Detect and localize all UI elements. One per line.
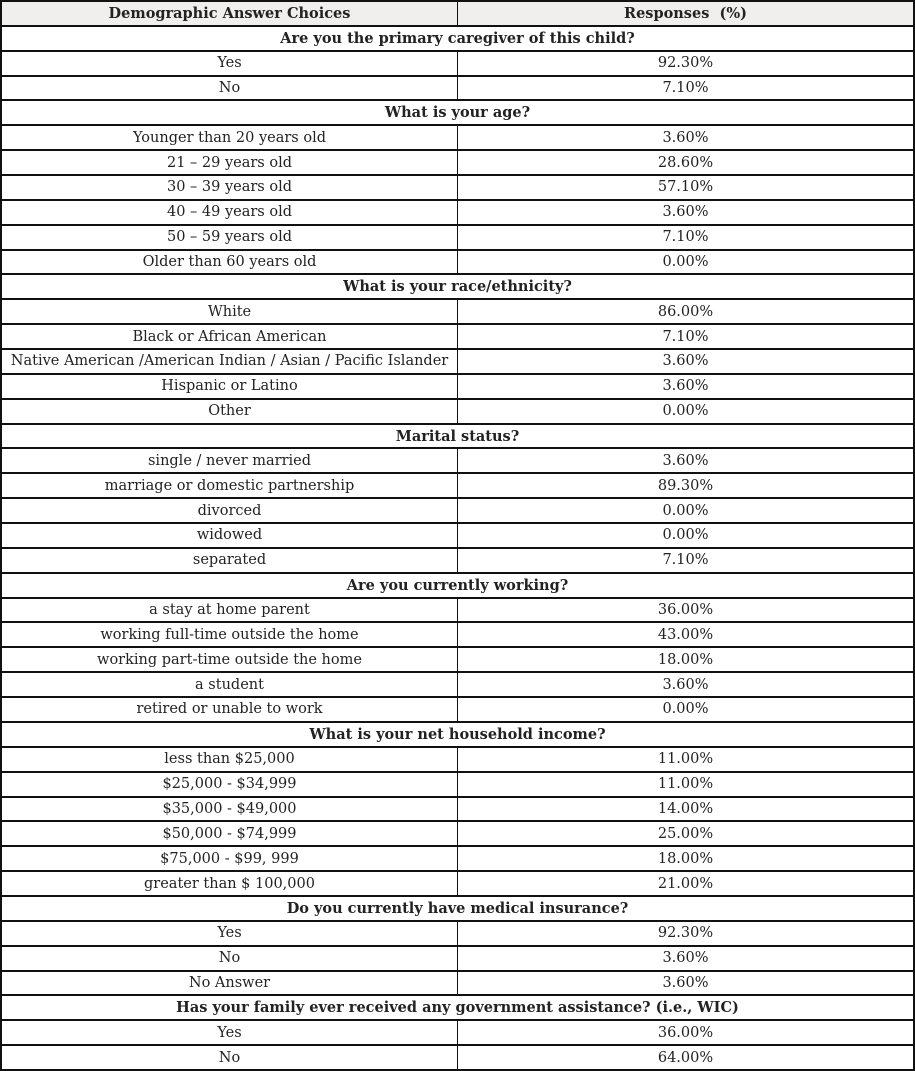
table-row bbox=[1, 846, 914, 871]
answer-choice-cell: No bbox=[1, 1045, 458, 1070]
response-value-cell: 3.60% bbox=[458, 349, 915, 374]
table-row bbox=[1, 1045, 914, 1070]
section-question: Are you the primary caregiver of this child? bbox=[1, 26, 914, 51]
table-row bbox=[1, 324, 914, 349]
table-row bbox=[1, 797, 914, 822]
response-value-cell: 7.10% bbox=[458, 76, 915, 101]
response-value-cell: 3.60% bbox=[458, 125, 915, 150]
answer-choice-cell: No Answer bbox=[1, 971, 458, 996]
response-value-cell: 3.60% bbox=[458, 672, 915, 697]
table-row bbox=[1, 200, 914, 225]
section-question: What is your net household income? bbox=[1, 722, 914, 747]
table-row bbox=[1, 921, 914, 946]
table-row bbox=[1, 473, 914, 498]
response-value-cell: 18.00% bbox=[458, 647, 915, 672]
section-header-row bbox=[1, 573, 914, 598]
section-question: Marital status? bbox=[1, 424, 914, 449]
response-value-cell: 3.60% bbox=[458, 971, 915, 996]
answer-choice-cell: Yes bbox=[1, 51, 458, 76]
answer-choice-cell: a student bbox=[1, 672, 458, 697]
response-value-cell: 21.00% bbox=[458, 871, 915, 896]
column-header-answer-choices: Demographic Answer Choices bbox=[1, 1, 458, 26]
table-row bbox=[1, 399, 914, 424]
section-header-row bbox=[1, 896, 914, 921]
response-value-cell: 43.00% bbox=[458, 622, 915, 647]
answer-choice-cell: working full-time outside the home bbox=[1, 622, 458, 647]
section-header-row bbox=[1, 26, 914, 51]
answer-choice-cell: Yes bbox=[1, 921, 458, 946]
answer-choice-cell: White bbox=[1, 299, 458, 324]
answer-choice-cell: retired or unable to work bbox=[1, 697, 458, 722]
answer-choice-cell: 30 – 39 years old bbox=[1, 175, 458, 200]
response-value-cell: 18.00% bbox=[458, 846, 915, 871]
table-row bbox=[1, 498, 914, 523]
table-row bbox=[1, 946, 914, 971]
table-row bbox=[1, 150, 914, 175]
table-row bbox=[1, 250, 914, 275]
response-value-cell: 7.10% bbox=[458, 548, 915, 573]
response-value-cell: 7.10% bbox=[458, 324, 915, 349]
response-value-cell: 0.00% bbox=[458, 523, 915, 548]
answer-choice-cell: single / never married bbox=[1, 448, 458, 473]
table-row bbox=[1, 299, 914, 324]
answer-choice-cell: Other bbox=[1, 399, 458, 424]
table-row bbox=[1, 51, 914, 76]
table-row bbox=[1, 374, 914, 399]
answer-choice-cell: Younger than 20 years old bbox=[1, 125, 458, 150]
table-row bbox=[1, 672, 914, 697]
response-value-cell: 7.10% bbox=[458, 225, 915, 250]
response-value-cell: 89.30% bbox=[458, 473, 915, 498]
answer-choice-cell: $50,000 - $74,999 bbox=[1, 821, 458, 846]
response-value-cell: 86.00% bbox=[458, 299, 915, 324]
answer-choice-cell: a stay at home parent bbox=[1, 598, 458, 623]
table-row bbox=[1, 697, 914, 722]
response-value-cell: 0.00% bbox=[458, 697, 915, 722]
answer-choice-cell: $25,000 - $34,999 bbox=[1, 772, 458, 797]
section-question: Are you currently working? bbox=[1, 573, 914, 598]
section-header-row bbox=[1, 274, 914, 299]
table-row bbox=[1, 622, 914, 647]
table-row bbox=[1, 821, 914, 846]
section-header-row bbox=[1, 424, 914, 449]
answer-choice-cell: 40 – 49 years old bbox=[1, 200, 458, 225]
response-value-cell: 3.60% bbox=[458, 200, 915, 225]
response-value-cell: 14.00% bbox=[458, 797, 915, 822]
header-row bbox=[1, 1, 914, 26]
response-value-cell: 3.60% bbox=[458, 374, 915, 399]
answer-choice-cell: 21 – 29 years old bbox=[1, 150, 458, 175]
answer-choice-cell: $75,000 - $99, 999 bbox=[1, 846, 458, 871]
table-row bbox=[1, 971, 914, 996]
table-body bbox=[1, 26, 914, 1070]
column-header-responses: Responses (%) bbox=[458, 1, 915, 26]
table-row bbox=[1, 598, 914, 623]
response-value-cell: 0.00% bbox=[458, 399, 915, 424]
answer-choice-cell: No bbox=[1, 76, 458, 101]
section-question: What is your race/ethnicity? bbox=[1, 274, 914, 299]
table-row bbox=[1, 523, 914, 548]
section-header-row bbox=[1, 722, 914, 747]
answer-choice-cell: widowed bbox=[1, 523, 458, 548]
section-question: Has your family ever received any government assistance? (i.e., WIC) bbox=[1, 995, 914, 1020]
table-row bbox=[1, 225, 914, 250]
table-row bbox=[1, 448, 914, 473]
answer-choice-cell: Black or African American bbox=[1, 324, 458, 349]
response-value-cell: 3.60% bbox=[458, 448, 915, 473]
section-question: What is your age? bbox=[1, 100, 914, 125]
answer-choice-cell: Hispanic or Latino bbox=[1, 374, 458, 399]
response-value-cell: 11.00% bbox=[458, 747, 915, 772]
section-header-row bbox=[1, 100, 914, 125]
response-value-cell: 64.00% bbox=[458, 1045, 915, 1070]
answer-choice-cell: $35,000 - $49,000 bbox=[1, 797, 458, 822]
response-value-cell: 92.30% bbox=[458, 51, 915, 76]
response-value-cell: 25.00% bbox=[458, 821, 915, 846]
answer-choice-cell: Yes bbox=[1, 1020, 458, 1045]
table-row bbox=[1, 1020, 914, 1045]
table-row bbox=[1, 647, 914, 672]
response-value-cell: 0.00% bbox=[458, 498, 915, 523]
answer-choice-cell: Older than 60 years old bbox=[1, 250, 458, 275]
answer-choice-cell: marriage or domestic partnership bbox=[1, 473, 458, 498]
table-row bbox=[1, 548, 914, 573]
answer-choice-cell: 50 – 59 years old bbox=[1, 225, 458, 250]
answer-choice-cell: No bbox=[1, 946, 458, 971]
answer-choice-cell: divorced bbox=[1, 498, 458, 523]
section-header-row bbox=[1, 995, 914, 1020]
table-header bbox=[1, 1, 914, 26]
answer-choice-cell: Native American /American Indian / Asian / Pacific Islander bbox=[1, 349, 458, 374]
table-row bbox=[1, 747, 914, 772]
response-value-cell: 0.00% bbox=[458, 250, 915, 275]
answer-choice-cell: separated bbox=[1, 548, 458, 573]
table-row bbox=[1, 125, 914, 150]
table-row bbox=[1, 349, 914, 374]
section-question: Do you currently have medical insurance? bbox=[1, 896, 914, 921]
table-row bbox=[1, 772, 914, 797]
answer-choice-cell: working part-time outside the home bbox=[1, 647, 458, 672]
answer-choice-cell: less than $25,000 bbox=[1, 747, 458, 772]
response-value-cell: 3.60% bbox=[458, 946, 915, 971]
response-value-cell: 57.10% bbox=[458, 175, 915, 200]
response-value-cell: 92.30% bbox=[458, 921, 915, 946]
table-row bbox=[1, 76, 914, 101]
response-value-cell: 11.00% bbox=[458, 772, 915, 797]
table-row bbox=[1, 175, 914, 200]
response-value-cell: 36.00% bbox=[458, 598, 915, 623]
response-value-cell: 36.00% bbox=[458, 1020, 915, 1045]
answer-choice-cell: greater than $ 100,000 bbox=[1, 871, 458, 896]
table-row bbox=[1, 871, 914, 896]
response-value-cell: 28.60% bbox=[458, 150, 915, 175]
